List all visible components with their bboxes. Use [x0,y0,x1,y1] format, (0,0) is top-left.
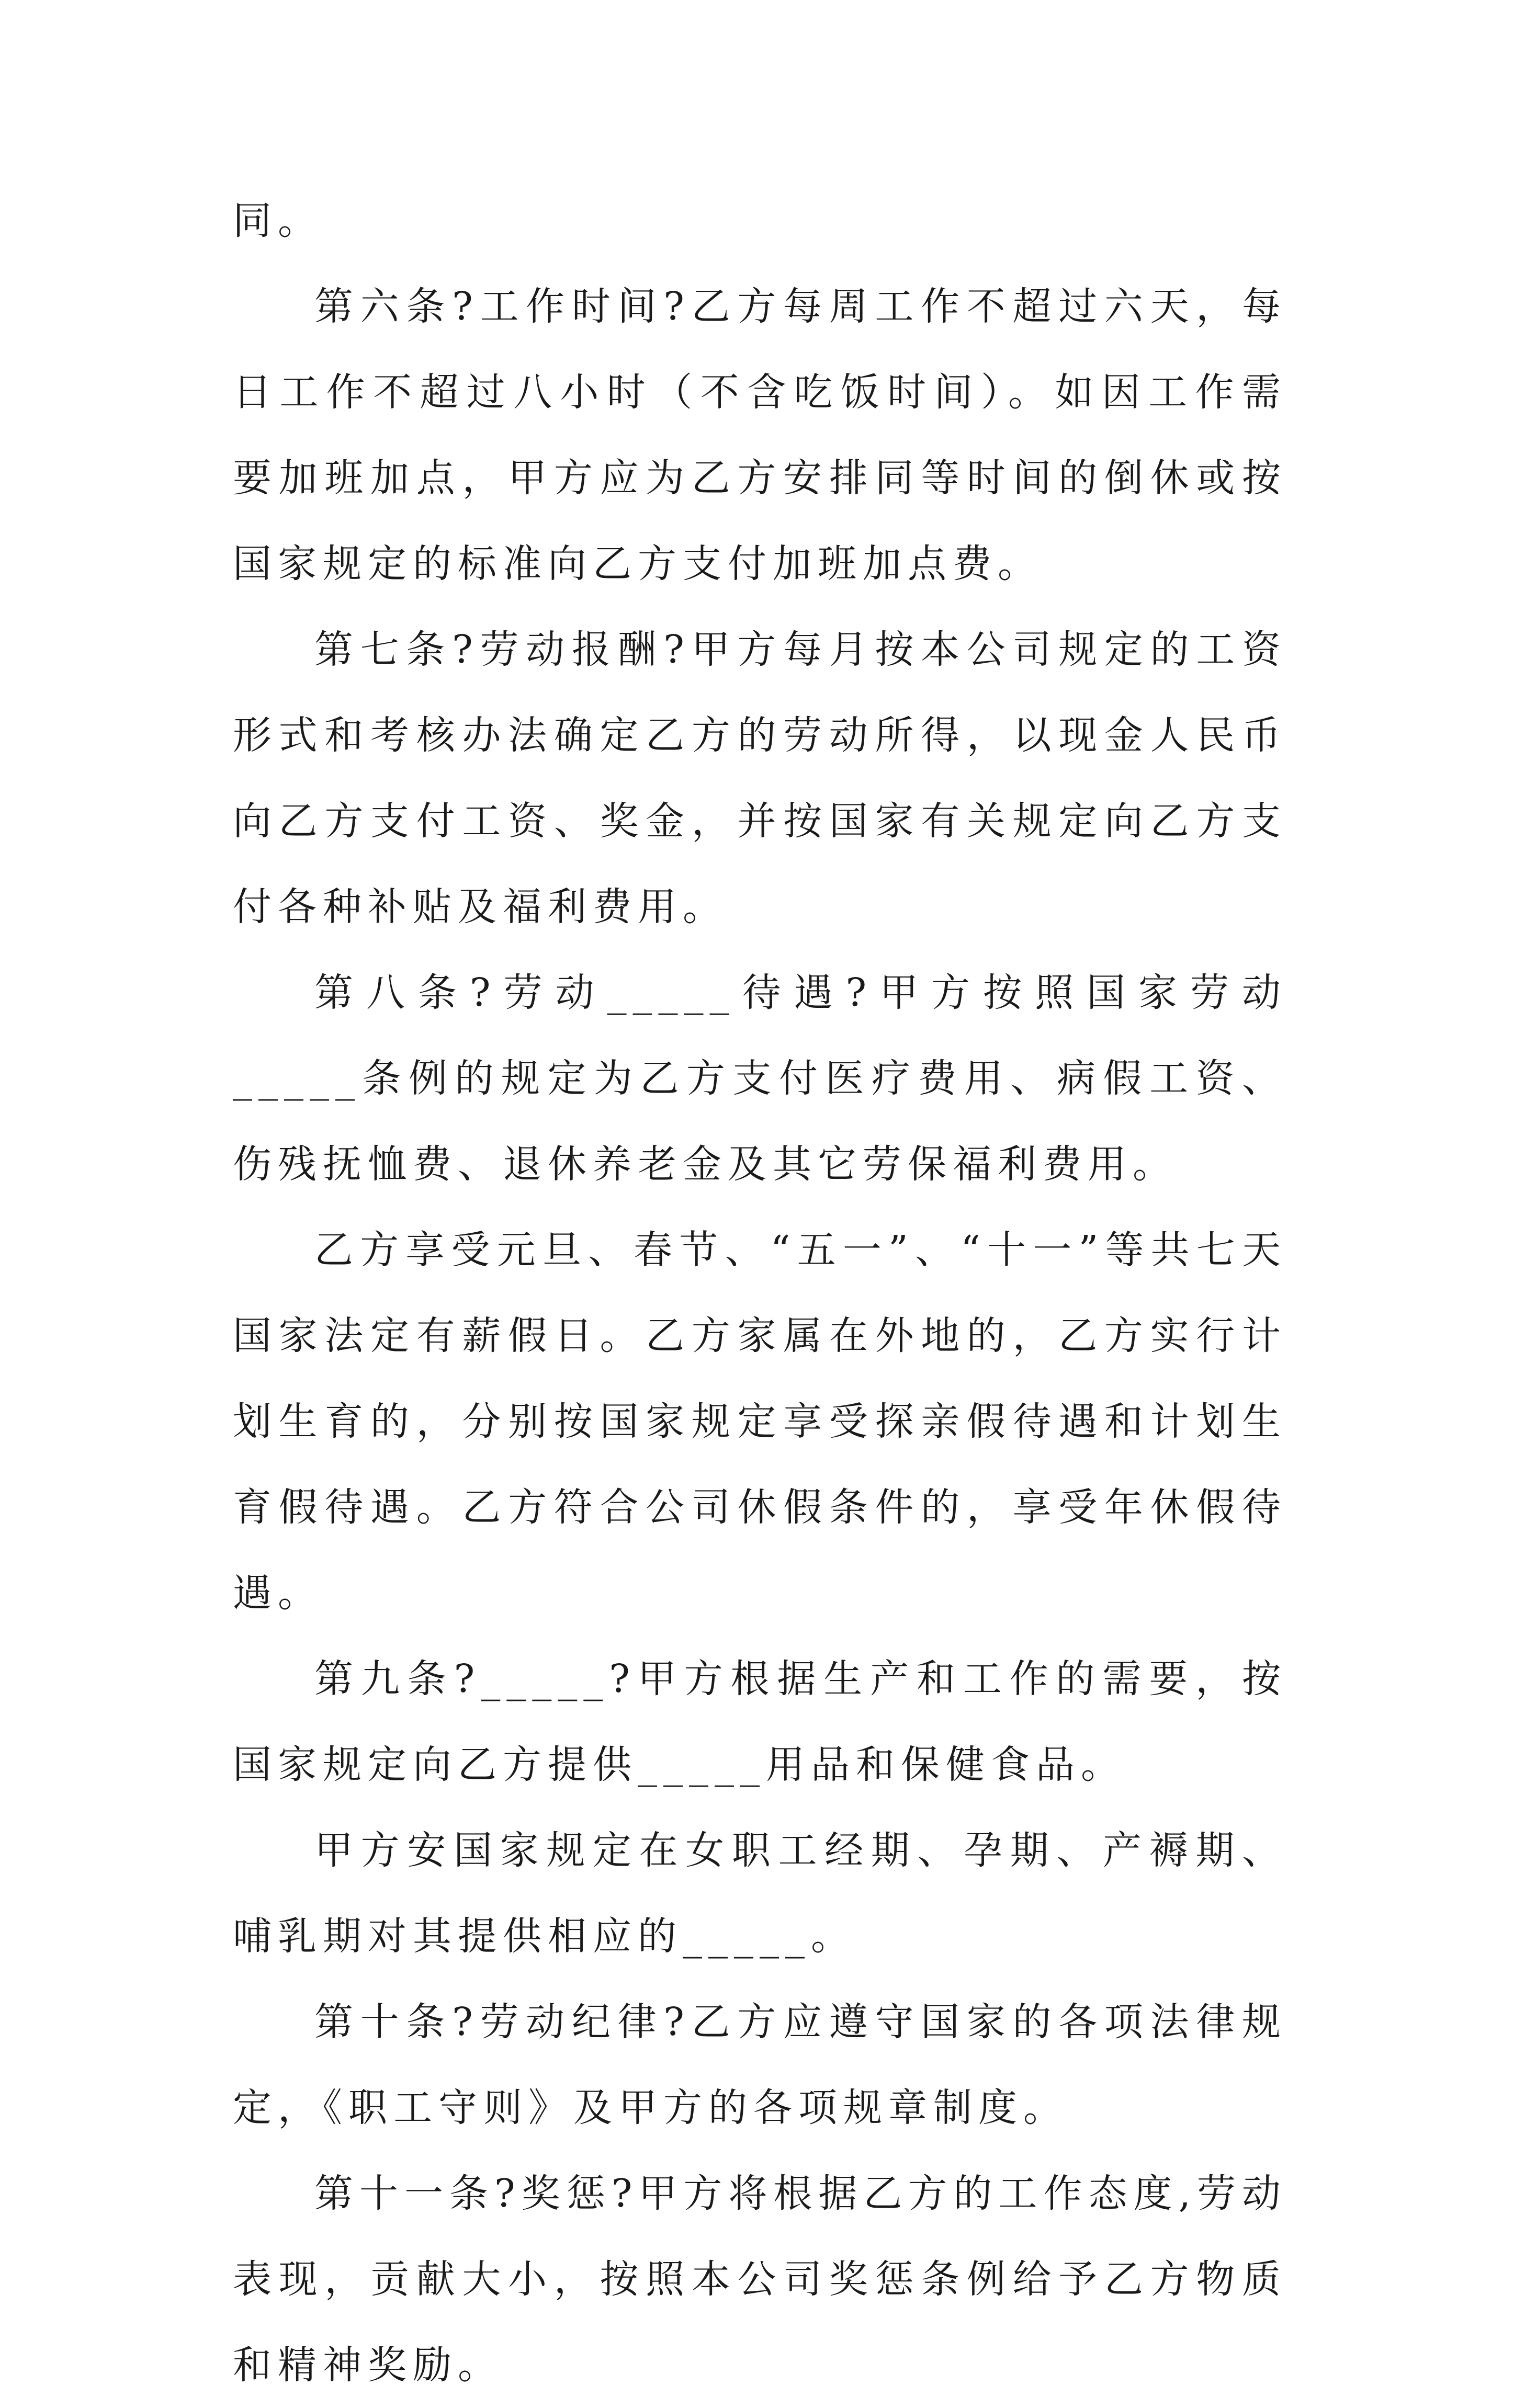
paragraph-1: 同。 [233,198,323,243]
document-body [233,178,1287,2408]
paragraph-article-8: 第八条?劳动_____待遇?甲方按照国家劳动_____条例的规定为乙方支付医疗费用、病假工资、伤残抚恤费、退休养老金及其它劳保福利费用。 [233,970,1287,1187]
paragraph-article-10: 第十条?劳动纪律?乙方应遵守国家的各项法律规定，《职工守则》及甲方的各项规章制度。 [233,2000,1287,2130]
paragraph-article-6: 第六条?工作时间?乙方每周工作不超过六天，每日工作不超过八小时（不含吃饭时间）。如因工作需要加班加点，甲方应为乙方安排同等时间的倒休或按国家规定的标准向乙方支付加班加点费。 [233,284,1287,586]
paragraph-female-staff: 甲方安国家规定在女职工经期、孕期、产褥期、哺乳期对其提供相应的_____。 [233,1828,1287,1959]
paragraph-holidays: 乙方享受元旦、春节、“五一”、“十一”等共七天国家法定有薪假日。乙方家属在外地的，乙方实行计划生育的，分别按国家规定享受探亲假待遇和计划生育假待遇。乙方符合公司休假条件的，享受年休假待遇。 [233,1228,1287,1616]
paragraph-article-7: 第七条?劳动报酬?甲方每月按本公司规定的工资形式和考核办法确定乙方的劳动所得，以现金人民币向乙方支付工资、奖金，并按国家有关规定向乙方支付各种补贴及福利费用。 [233,627,1287,929]
paragraph-article-11: 第十一条?奖惩?甲方将根据乙方的工作态度,劳动表现，贡献大小，按照本公司奖惩条例给予乙方物质和精神奖励。 [233,2171,1287,2388]
paragraph-article-9: 第九条?_____?甲方根据生产和工作的需要，按国家规定向乙方提供_____用品和保健食品。 [233,1656,1287,1787]
